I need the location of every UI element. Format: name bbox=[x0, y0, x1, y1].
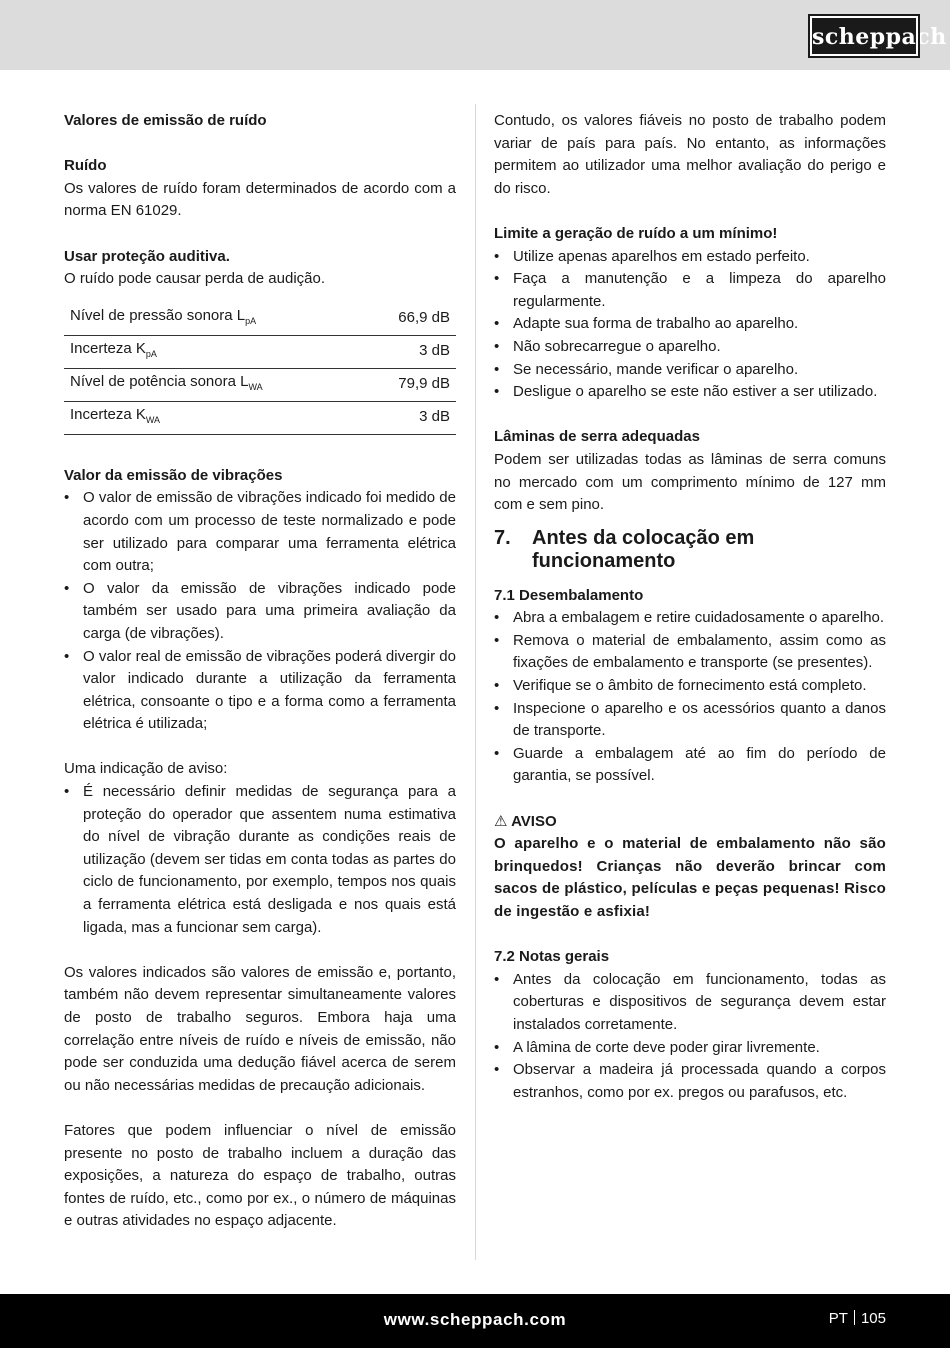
table-row bbox=[64, 401, 456, 434]
warning-list bbox=[64, 781, 456, 939]
blades-text: Podem ser utilizadas todas as lâminas de serra comuns no mercado com um comprimento mínimo de 127 mm com e sem pino. bbox=[494, 450, 886, 514]
table-row bbox=[64, 335, 456, 368]
paragraph-emission-values: Os valores indicados são valores de emissão e, portanto, também não devem representar simultaneamente valores de posto de trabalho seguros. Embora haja uma correlação entre níveis de ruído e níveis de emissão, não pode ser conduzida uma dedução fiável acerca de serem ou não necessárias medidas de precaução adicionais. bbox=[64, 963, 456, 1094]
list-item: • Não sobrecarregue o aparelho. bbox=[494, 336, 886, 359]
heading-unpacking: 7.1 Desembalamento bbox=[494, 586, 644, 604]
limit-list bbox=[494, 246, 886, 404]
heading-noise-emission: Valores de emissão de ruído bbox=[64, 112, 267, 129]
warning-text: O aparelho e o material de embalamento não são brinquedos! Crianças não deverão brincar com sacos de plástico, películas e peças pequenas! Risco de ingestão e asfixia! bbox=[494, 835, 886, 920]
list-item: • O valor real de emissão de vibrações poderá divergir do valor indicado durante a utilização da ferramenta elétrica, consoante o tipo e a forma como a ferramenta elétrica é utilizada; bbox=[64, 646, 456, 736]
left-column bbox=[64, 110, 456, 1233]
hearing-text: O ruído pode causar perda de audição. bbox=[64, 270, 326, 288]
footer-bar bbox=[0, 1294, 950, 1348]
page-number: 105 bbox=[860, 1310, 886, 1327]
noise-values-table bbox=[64, 303, 456, 435]
table-label: Nível de pressão sonora $L_{pA}$ bbox=[64, 303, 363, 336]
list-item: • Abra a embalagem e retire cuidadosamente o aparelho. bbox=[494, 607, 886, 630]
scheppach-logo: scheppach bbox=[810, 16, 918, 56]
list-item: • Se necessário, mande verificar o aparelho. bbox=[494, 359, 886, 382]
list-item: • Adapte sua forma de trabalho ao aparelho. bbox=[494, 313, 886, 336]
list-item: • Faça a manutenção e a limpeza do aparelho regularmente. bbox=[494, 268, 886, 313]
section-heading: Antes da colocação em funcionamento bbox=[532, 526, 755, 572]
paragraph-workplace-values: Contudo, os valores fiáveis no posto de trabalho podem variar de país para país. No entanto, as informações permitem ao utilizador uma melhor avaliação do perigo e do risco. bbox=[494, 112, 886, 197]
heading-saw-blades: Lâminas de serra adequadas bbox=[494, 428, 700, 446]
table-value: 3 dB bbox=[363, 335, 456, 368]
section-number: 7. bbox=[494, 526, 511, 549]
table-row bbox=[64, 303, 456, 336]
page-indicator bbox=[829, 1310, 886, 1327]
list-item: • O valor da emissão de vibrações indicado pode também ser usado para uma primeira avaliação da carga (de vibrações). bbox=[64, 578, 456, 646]
table-value: 3 dB bbox=[363, 401, 456, 434]
heading-vibration: Valor da emissão de vibrações bbox=[64, 466, 283, 484]
table-label: Incerteza $K_{WA}$ bbox=[64, 401, 363, 434]
list-item: • Verifique se o âmbito de fornecimento está completo. bbox=[494, 675, 886, 698]
heading-hearing-protection: Usar proteção auditiva. bbox=[64, 247, 230, 265]
noise-text: Os valores de ruído foram determinados de acordo com a norma EN 61029. bbox=[64, 179, 456, 220]
general-list bbox=[494, 969, 886, 1105]
heading-noise: Ruído bbox=[64, 157, 107, 175]
table-value: 79,9 dB bbox=[363, 368, 456, 401]
heading-general-notes: 7.2 Notas gerais bbox=[494, 948, 610, 966]
list-item: • Guarde a embalagem até ao fim do período de garantia, se possível. bbox=[494, 743, 886, 788]
vibration-list bbox=[64, 487, 456, 736]
list-item: • Desligue o aparelho se este não estiver a ser utilizado. bbox=[494, 381, 886, 404]
list-item: • É necessário definir medidas de segurança para a proteção do operador que assentem numa estimativa do nível de vibração durante as condições reais de utilização (devem ser tidas em conta todas as partes do ciclo de funcionamento, por exemplo, tempos nos quais a ferramenta elétrica está desligada e nos quais está ligada, mas a funcionar sem carga). bbox=[64, 781, 456, 939]
table-label: Incerteza $K_{pA}$ bbox=[64, 335, 363, 368]
section-title bbox=[494, 527, 886, 573]
table-label: Nível de potência sonora $L_{WA}$ bbox=[64, 368, 363, 401]
warning-triangle-icon: ⚠ bbox=[494, 812, 508, 830]
heading-limit-noise: Limite a geração de ruído a um mínimo! bbox=[494, 224, 778, 242]
paragraph-influence-factors: Fatores que podem influenciar o nível de emissão presente no posto de trabalho incluem a duração das exposições, a natureza do espaço de trabalho, outras fontes de ruído, etc., como por ex., o número de máquinas e outras atividades no espaço adjacente. bbox=[64, 1121, 456, 1230]
unpack-list bbox=[494, 607, 886, 788]
column-divider bbox=[475, 104, 476, 1260]
list-item: • A lâmina de corte deve poder girar livremente. bbox=[494, 1037, 886, 1060]
language-code: PT bbox=[828, 1310, 848, 1327]
warning-intro: Uma indicação de aviso: bbox=[64, 760, 228, 778]
header-bar bbox=[0, 0, 950, 70]
website-link[interactable]: www.scheppach.com bbox=[383, 1310, 567, 1329]
warning-label: ⚠ AVISO bbox=[494, 812, 557, 830]
right-column bbox=[494, 110, 886, 1104]
list-item: • Observar a madeira já processada quando a corpos estranhos, como por ex. pregos ou parafusos, etc. bbox=[494, 1059, 886, 1104]
table-value: 66,9 dB bbox=[363, 303, 456, 336]
list-item: • Remova o material de embalamento, assim como as fixações de embalamento e transporte (se presentes). bbox=[494, 630, 886, 675]
list-item: • Utilize apenas aparelhos em estado perfeito. bbox=[494, 246, 886, 269]
list-item: • Antes da colocação em funcionamento, todas as coberturas e dispositivos de segurança devem estar instalados corretamente. bbox=[494, 969, 886, 1037]
list-item: • O valor de emissão de vibrações indicado foi medido de acordo com um processo de teste normalizado e pode ser utilizado para comparar uma ferramenta elétrica com outra; bbox=[64, 487, 456, 577]
list-item: • Inspecione o aparelho e os acessórios quanto a danos de transporte. bbox=[494, 698, 886, 743]
table-row bbox=[64, 368, 456, 401]
